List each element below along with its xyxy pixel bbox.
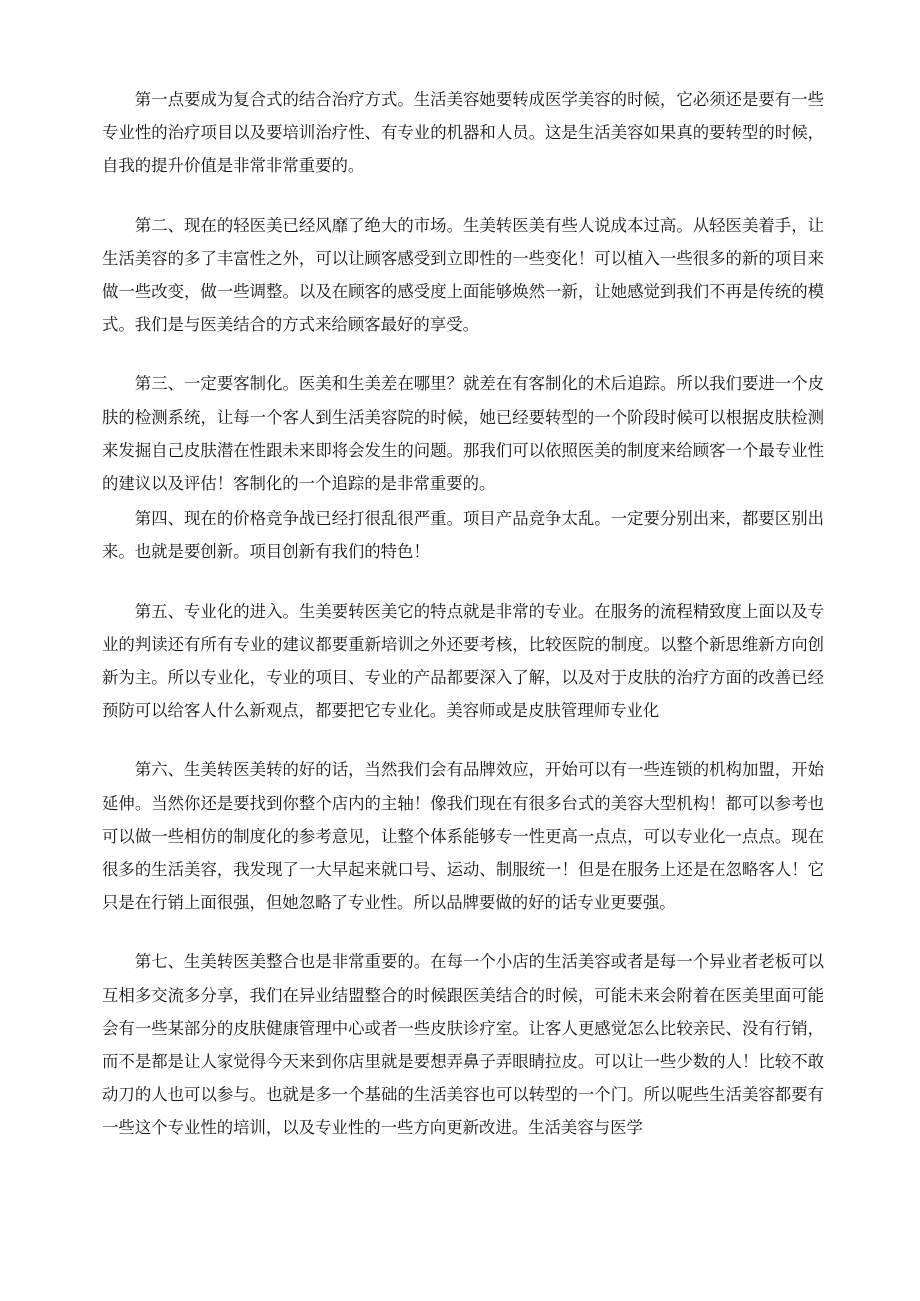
paragraph-5: 第五、专业化的进入。生美要转医美它的特点就是非常的专业。在服务的流程精致度上面以及专业的判读还有所有专业的建议都要重新培训之外还要考核，比较医院的制度。以整个新思维新方向创新为主。所以专业化，专业的项目、专业的产品都要深入了解，以及对于皮肤的治疗方面的改善已经预防可以给客人什么新观点，都要把它专业化。美容师或是皮肤管理师专业化 bbox=[102, 601, 824, 721]
paragraph-2: 第二、现在的轻医美已经风靡了绝大的市场。生美转医美有些人说成本过高。从轻医美着手，让生活美容的多了丰富性之外，可以让顾客感受到立即性的一些变化！可以植入一些很多的新的项目来做一些改变，做一些调整。以及在顾客的感受度上面能够焕然一新，让她感觉到我们不再是传统的模式。我们是与医美结合的方式来给顾客最好的享受。 bbox=[102, 215, 824, 335]
document-body bbox=[102, 83, 824, 1145]
paragraph-7: 第七、生美转医美整合也是非常重要的。在每一个小店的生活美容或者是每一个异业者老板可以互相多交流多分享，我们在异业结盟整合的时候跟医美结合的时候，可能未来会附着在医美里面可能会有一些某部分的皮肤健康管理中心或者一些皮肤诊疗室。让客人更感觉怎么比较亲民、没有行销，而不是都是让人家觉得今天来到你店里就是要想弄鼻子弄眼睛拉皮。可以让一些少数的人！比较不敢动刀的人也可以参与。也就是多一个基础的生活美容也可以转型的一个门。所以呢些生活美容都要有一些这个专业性的培训，以及专业性的一些方向更新改进。生活美容与医学 bbox=[102, 952, 824, 1138]
paragraph-3: 第三、一定要客制化。医美和生美差在哪里？就差在有客制化的术后追踪。所以我们要进一个皮肤的检测系统，让每一个客人到生活美容院的时候，她已经要转型的一个阶段时候可以根据皮肤检测来发掘自己皮肤潜在性跟未来即将会发生的问题。那我们可以依照医美的制度来给顾客一个最专业性的建议以及评估！客制化的一个追踪的是非常重要的。 bbox=[102, 374, 824, 494]
paragraph-1: 第一点要成为复合式的结合治疗方式。生活美容她要转成医学美容的时候，它必须还是要有一些专业性的治疗项目以及要培训治疗性、有专业的机器和人员。这是生活美容如果真的要转型的时候，自我的提升价值是非常非常重要的。 bbox=[102, 90, 824, 176]
paragraph-6: 第六、生美转医美转的好的话，当然我们会有品牌效应，开始可以有一些连锁的机构加盟，开始延伸。当然你还是要找到你整个店内的主轴！像我们现在有很多台式的美容大型机构！都可以参考也可以做一些相仿的制度化的参考意见，让整个体系能够专一性更高一点点，可以专业化一点点。现在很多的生活美容，我发现了一大早起来就口号、运动、制服统一！但是在服务上还是在忽略客人！它只是在行销上面很强，但她忽略了专业性。所以品牌要做的好的话专业更要强。 bbox=[102, 760, 824, 913]
paragraph-4: 第四、现在的价格竞争战已经打很乱很严重。项目产品竞争太乱。一定要分别出来，都要区别出来。也就是要创新。项目创新有我们的特色！ bbox=[102, 509, 824, 562]
